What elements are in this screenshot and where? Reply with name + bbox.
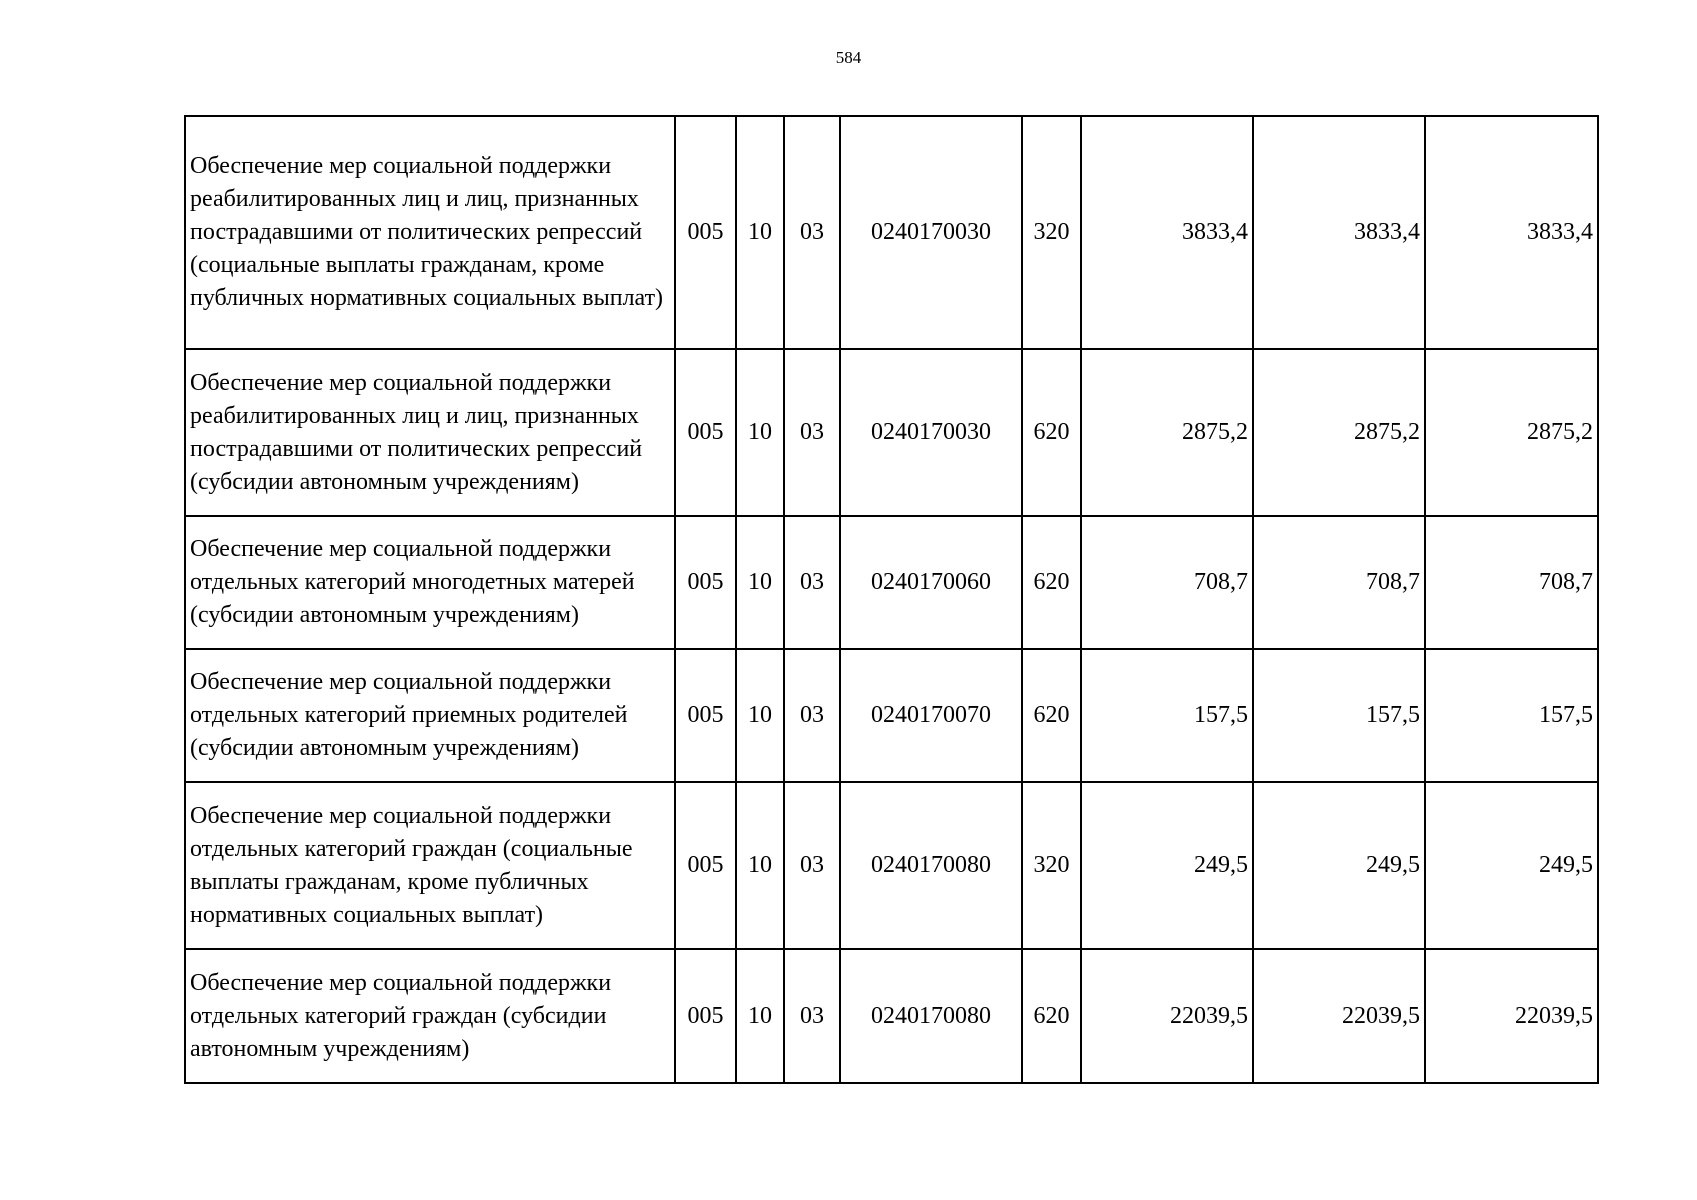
amount-3: 3833,4 [1425,116,1598,349]
amount-2: 22039,5 [1253,949,1425,1083]
amount-2: 2875,2 [1253,349,1425,516]
amount-3: 708,7 [1425,516,1598,649]
expense-type-code: 620 [1022,516,1081,649]
amount-2: 157,5 [1253,649,1425,782]
amount-2: 3833,4 [1253,116,1425,349]
row-description: Обеспечение мер социальной поддержки отдельных категорий граждан (социальные выплаты гражданам, кроме публичных нормативных социальных выплат) [185,782,675,949]
row-description: Обеспечение мер социальной поддержки реабилитированных лиц и лиц, признанных пострадавшими от политических репрессий (субсидии автономным учреждениям) [185,349,675,516]
amount-1: 22039,5 [1081,949,1253,1083]
amount-3: 2875,2 [1425,349,1598,516]
page-number: 584 [835,48,862,67]
table-row [185,116,1598,349]
expense-type-code: 320 [1022,782,1081,949]
amount-1: 708,7 [1081,516,1253,649]
table-row [185,649,1598,782]
section-code: 10 [736,349,784,516]
amount-3: 157,5 [1425,649,1598,782]
amount-1: 249,5 [1081,782,1253,949]
expense-type-code: 620 [1022,649,1081,782]
row-description: Обеспечение мер социальной поддержки реабилитированных лиц и лиц, признанных пострадавшими от политических репрессий (социальные выплаты гражданам, кроме публичных нормативных социальных выплат) [185,116,675,349]
budget-table [184,115,1599,1084]
section-code: 10 [736,782,784,949]
target-article-code: 0240170030 [840,116,1022,349]
ministry-code: 005 [675,949,736,1083]
subsection-code: 03 [784,116,840,349]
table-row [185,782,1598,949]
target-article-code: 0240170080 [840,949,1022,1083]
table-row [185,349,1598,516]
amount-1: 3833,4 [1081,116,1253,349]
subsection-code: 03 [784,649,840,782]
expense-type-code: 620 [1022,949,1081,1083]
amount-3: 249,5 [1425,782,1598,949]
ministry-code: 005 [675,649,736,782]
amount-3: 22039,5 [1425,949,1598,1083]
section-code: 10 [736,116,784,349]
amount-2: 708,7 [1253,516,1425,649]
ministry-code: 005 [675,116,736,349]
section-code: 10 [736,516,784,649]
target-article-code: 0240170080 [840,782,1022,949]
amount-1: 157,5 [1081,649,1253,782]
subsection-code: 03 [784,349,840,516]
expense-type-code: 620 [1022,349,1081,516]
ministry-code: 005 [675,516,736,649]
ministry-code: 005 [675,782,736,949]
section-code: 10 [736,949,784,1083]
target-article-code: 0240170070 [840,649,1022,782]
row-description: Обеспечение мер социальной поддержки отдельных категорий приемных родителей (субсидии автономным учреждениям) [185,649,675,782]
subsection-code: 03 [784,949,840,1083]
row-description: Обеспечение мер социальной поддержки отдельных категорий многодетных матерей (субсидии автономным учреждениям) [185,516,675,649]
amount-2: 249,5 [1253,782,1425,949]
subsection-code: 03 [784,516,840,649]
row-description: Обеспечение мер социальной поддержки отдельных категорий граждан (субсидии автономным учреждениям) [185,949,675,1083]
subsection-code: 03 [784,782,840,949]
amount-1: 2875,2 [1081,349,1253,516]
target-article-code: 0240170060 [840,516,1022,649]
table-row [185,516,1598,649]
expense-type-code: 320 [1022,116,1081,349]
section-code: 10 [736,649,784,782]
ministry-code: 005 [675,349,736,516]
target-article-code: 0240170030 [840,349,1022,516]
table-row [185,949,1598,1083]
